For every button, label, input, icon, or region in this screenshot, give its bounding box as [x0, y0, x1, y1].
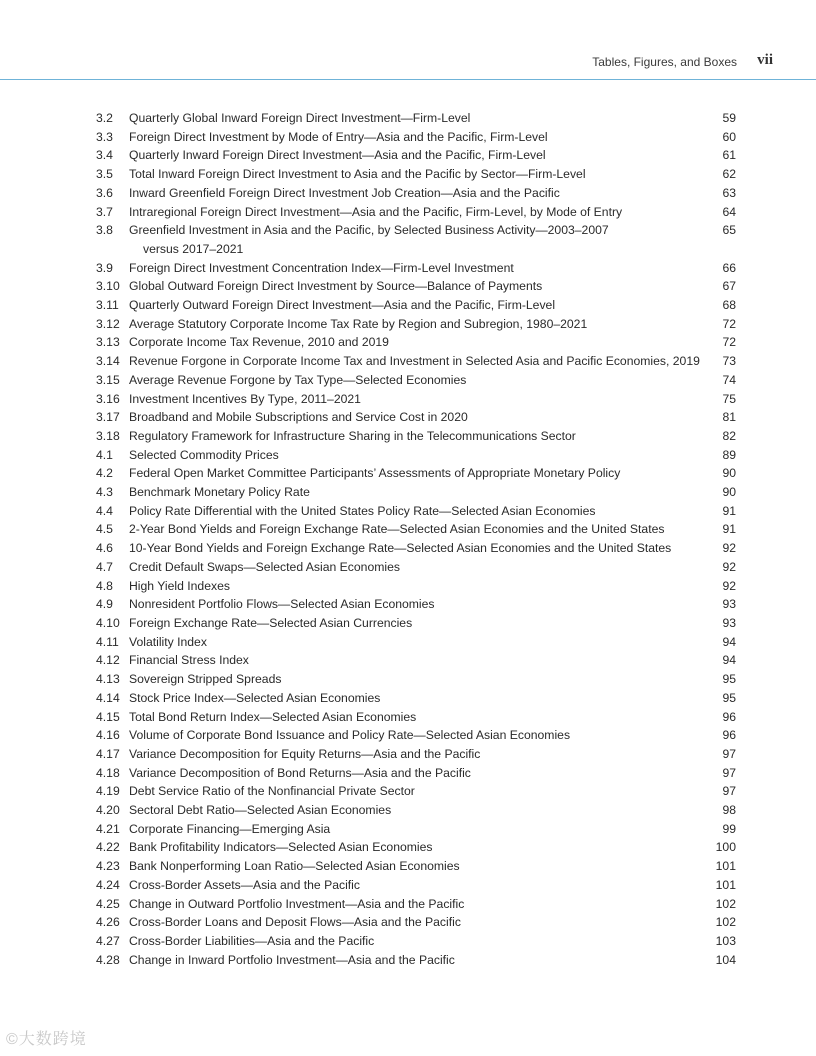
entry-number: 4.25: [96, 896, 120, 911]
entry-number: 3.4: [96, 148, 113, 163]
toc-entry[interactable]: [96, 408, 736, 427]
toc-entry[interactable]: [96, 595, 736, 614]
section-title: Tables, Figures, and Boxes: [592, 55, 737, 69]
entry-title: Volume of Corporate Bond Issuance and Policy Rate—Selected Asian Economies: [129, 728, 571, 743]
entry-title: High Yield Indexes: [129, 578, 230, 593]
entry-title: Revenue Forgone in Corporate Income Tax and Investment in Selected Asia and Pacific Economies, 2019: [129, 354, 700, 369]
entry-title: Foreign Exchange Rate—Selected Asian Currencies: [129, 615, 413, 630]
toc-entry[interactable]: [96, 333, 736, 352]
toc-entry[interactable]: [96, 464, 736, 483]
entry-number: 4.13: [96, 672, 120, 687]
toc-entry[interactable]: [96, 670, 736, 689]
entry-number: 4.4: [96, 503, 113, 518]
toc-entry[interactable]: [96, 820, 736, 839]
entry-page: 90: [722, 485, 736, 500]
entry-number: 4.2: [96, 466, 113, 481]
entry-title: Nonresident Portfolio Flows—Selected Asian Economies: [129, 597, 435, 612]
entry-title: Regulatory Framework for Infrastructure Sharing in the Telecommunications Sector: [129, 428, 576, 443]
entry-number: 4.15: [96, 709, 120, 724]
toc-entry[interactable]: [96, 296, 736, 315]
entry-page: 97: [722, 746, 736, 761]
entry-page: 92: [722, 559, 736, 574]
entry-page: 65: [722, 223, 736, 238]
entry-number: 4.16: [96, 728, 120, 743]
entry-title: Corporate Income Tax Revenue, 2010 and 2019: [129, 335, 389, 350]
entry-number: 3.13: [96, 335, 120, 350]
toc-entry[interactable]: [96, 371, 736, 390]
entry-number: 4.12: [96, 653, 120, 668]
toc-entry[interactable]: [96, 895, 736, 914]
entry-page: 82: [722, 428, 736, 443]
toc-entry[interactable]: [96, 764, 736, 783]
entry-number: 4.22: [96, 840, 120, 855]
entry-title: Global Outward Foreign Direct Investment by Source—Balance of Payments: [129, 279, 543, 294]
entry-title: Sovereign Stripped Spreads: [129, 672, 282, 687]
entry-number: 4.14: [96, 690, 120, 705]
toc-entry[interactable]: [96, 203, 736, 222]
entry-page: 96: [722, 709, 736, 724]
entry-title: 2-Year Bond Yields and Foreign Exchange Rate—Selected Asian Economies and the United States: [129, 522, 665, 537]
entry-page: 68: [722, 298, 736, 313]
toc-entry[interactable]: [96, 558, 736, 577]
entry-title: Change in Inward Portfolio Investment—Asia and the Pacific: [129, 952, 455, 967]
entry-number: 4.7: [96, 559, 113, 574]
entry-page: 81: [722, 410, 736, 425]
entry-title: Selected Commodity Prices: [129, 447, 279, 462]
entry-title: Quarterly Inward Foreign Direct Investment—Asia and the Pacific, Firm-Level: [129, 148, 546, 163]
entry-number: 3.6: [96, 185, 113, 200]
entry-number: 4.26: [96, 915, 120, 930]
entry-page: 96: [722, 728, 736, 743]
entry-number: 3.3: [96, 129, 113, 144]
toc-entry[interactable]: [96, 483, 736, 502]
entry-page: 101: [715, 877, 736, 892]
entry-number: 4.8: [96, 578, 113, 593]
entry-page: 94: [722, 634, 736, 649]
entry-number: 4.6: [96, 541, 113, 556]
entry-number: 3.7: [96, 204, 113, 219]
entry-title: Cross-Border Assets—Asia and the Pacific: [129, 877, 360, 892]
entry-page: 62: [722, 167, 736, 182]
entry-title: Inward Greenfield Foreign Direct Investment Job Creation—Asia and the Pacific: [129, 185, 560, 200]
entry-number: 3.11: [96, 298, 119, 313]
toc-entry[interactable]: [96, 390, 736, 409]
entry-title: Intraregional Foreign Direct Investment—Asia and the Pacific, Firm-Level, by Mode of Entry: [129, 204, 623, 219]
toc-list: [96, 109, 736, 969]
toc-entry[interactable]: [96, 427, 736, 446]
entry-page: 64: [722, 204, 736, 219]
entry-title: Corporate Financing—Emerging Asia: [129, 821, 331, 836]
page-number: vii: [757, 52, 773, 68]
entry-title: Average Revenue Forgone by Tax Type—Selected Economies: [129, 372, 467, 387]
entry-page: 100: [715, 840, 736, 855]
toc-entry[interactable]: [96, 520, 736, 539]
entry-title: Federal Open Market Committee Participants’ Assessments of Appropriate Monetary Policy: [129, 466, 621, 481]
toc-entry[interactable]: [96, 838, 736, 857]
entry-title: Average Statutory Corporate Income Tax Rate by Region and Subregion, 1980–2021: [129, 316, 588, 331]
toc-entry[interactable]: [96, 446, 736, 465]
entry-page: 72: [722, 335, 736, 350]
entry-title: Variance Decomposition for Equity Returns—Asia and the Pacific: [129, 746, 481, 761]
entry-page: 95: [722, 672, 736, 687]
entry-number: 4.18: [96, 765, 120, 780]
entry-number: 4.11: [96, 634, 119, 649]
toc-entry[interactable]: [96, 277, 736, 296]
entry-title-continuation: versus 2017–2021: [143, 241, 244, 256]
entry-number: 4.28: [96, 952, 120, 967]
entry-page: 91: [722, 503, 736, 518]
entry-page: 101: [715, 859, 736, 874]
toc-entry[interactable]: [96, 128, 736, 147]
entry-page: 102: [715, 896, 736, 911]
entry-page: 95: [722, 690, 736, 705]
entry-number: 3.10: [96, 279, 120, 294]
toc-entry[interactable]: [96, 708, 736, 727]
watermark: ©大数跨境: [6, 1031, 87, 1048]
toc-entry[interactable]: [96, 951, 736, 970]
toc-entry[interactable]: [96, 651, 736, 670]
toc-entry[interactable]: [96, 184, 736, 203]
entry-page: 97: [722, 784, 736, 799]
toc-entry[interactable]: [96, 876, 736, 895]
entry-title: Foreign Direct Investment by Mode of Entry—Asia and the Pacific, Firm-Level: [129, 129, 548, 144]
entry-title: Credit Default Swaps—Selected Asian Economies: [129, 559, 400, 574]
entry-title: Broadband and Mobile Subscriptions and Service Cost in 2020: [129, 410, 468, 425]
entry-title: Total Inward Foreign Direct Investment to Asia and the Pacific by Sector—Firm-Level: [129, 167, 586, 182]
toc-entry[interactable]: [96, 146, 736, 165]
entry-number: 3.2: [96, 111, 113, 125]
entry-page: 99: [722, 821, 736, 836]
entry-number: 4.9: [96, 597, 113, 612]
entry-title: Policy Rate Differential with the United States Policy Rate—Selected Asian Economies: [129, 503, 596, 518]
entry-page: 72: [722, 316, 736, 331]
entry-page: 61: [722, 148, 736, 163]
entry-title: Investment Incentives By Type, 2011–2021: [129, 391, 361, 406]
entry-number: 3.15: [96, 372, 120, 387]
entry-number: 4.23: [96, 859, 120, 874]
entry-title: Foreign Direct Investment Concentration Index—Firm-Level Investment: [129, 260, 514, 275]
entry-page: 91: [722, 522, 736, 537]
entry-title: Quarterly Outward Foreign Direct Investment—Asia and the Pacific, Firm-Level: [129, 298, 556, 313]
entry-number: 4.27: [96, 933, 120, 948]
entry-number: 4.21: [96, 821, 120, 836]
entry-title: 10-Year Bond Yields and Foreign Exchange Rate—Selected Asian Economies and the United States: [129, 541, 672, 556]
entry-page: 103: [715, 933, 736, 948]
toc-entry[interactable]: [96, 165, 736, 184]
toc-entry[interactable]: [96, 109, 736, 128]
entry-page: 90: [722, 466, 736, 481]
toc-entry[interactable]: [96, 857, 736, 876]
toc-entry[interactable]: [96, 352, 736, 371]
toc-entry[interactable]: [96, 221, 736, 258]
toc-entry[interactable]: [96, 726, 736, 745]
entry-number: 3.12: [96, 316, 120, 331]
entry-page: 92: [722, 578, 736, 593]
entry-title: Quarterly Global Inward Foreign Direct Investment—Firm-Level: [129, 111, 471, 125]
entry-title: Change in Outward Portfolio Investment—Asia and the Pacific: [129, 896, 465, 911]
entry-page: 66: [722, 260, 736, 275]
entry-page: 75: [722, 391, 736, 406]
entry-title: Debt Service Ratio of the Nonfinancial Private Sector: [129, 784, 415, 799]
entry-title: Greenfield Investment in Asia and the Pacific, by Selected Business Activity—2003–2007: [129, 223, 609, 238]
entry-title: Total Bond Return Index—Selected Asian Economies: [129, 709, 417, 724]
toc-entry[interactable]: [96, 614, 736, 633]
entry-number: 4.17: [96, 746, 120, 761]
toc-entry[interactable]: [96, 315, 736, 334]
toc-entry[interactable]: [96, 689, 736, 708]
entry-title: Volatility Index: [129, 634, 207, 649]
toc-entry[interactable]: [96, 577, 736, 596]
entry-number: 4.10: [96, 615, 120, 630]
entry-number: 4.3: [96, 485, 113, 500]
toc-entry[interactable]: [96, 932, 736, 951]
entry-number: 3.5: [96, 167, 113, 182]
entry-page: 63: [722, 185, 736, 200]
toc-entry[interactable]: [96, 782, 736, 801]
toc-entry[interactable]: [96, 502, 736, 521]
entry-title: Cross-Border Liabilities—Asia and the Pacific: [129, 933, 375, 948]
entry-page: 74: [722, 372, 736, 387]
entry-page: 73: [722, 354, 736, 369]
entry-title: Variance Decomposition of Bond Returns—Asia and the Pacific: [129, 765, 471, 780]
entry-page: 89: [722, 447, 736, 462]
page-header: [0, 52, 816, 80]
entry-number: 3.17: [96, 410, 120, 425]
entry-page: 92: [722, 541, 736, 556]
toc-entry[interactable]: [96, 801, 736, 820]
entry-page: 98: [722, 803, 736, 818]
entry-title: Stock Price Index—Selected Asian Economies: [129, 690, 381, 705]
entry-page: 60: [722, 129, 736, 144]
entry-number: 4.1: [96, 447, 113, 462]
toc-entry[interactable]: [96, 913, 736, 932]
toc-entry[interactable]: [96, 259, 736, 278]
entry-number: 3.8: [96, 223, 113, 238]
entry-page: 59: [722, 111, 736, 125]
header-divider: [0, 79, 816, 80]
entry-page: 93: [722, 597, 736, 612]
entry-page: 104: [715, 952, 736, 967]
entry-title: Financial Stress Index: [129, 653, 249, 668]
entry-title: Benchmark Monetary Policy Rate: [129, 485, 310, 500]
entry-number: 3.9: [96, 260, 113, 275]
entry-title: Sectoral Debt Ratio—Selected Asian Economies: [129, 803, 392, 818]
entry-page: 97: [722, 765, 736, 780]
entry-title: Bank Profitability Indicators—Selected Asian Economies: [129, 840, 433, 855]
entry-page: 67: [722, 279, 736, 294]
entry-number: 3.16: [96, 391, 120, 406]
entry-number: 4.5: [96, 522, 113, 537]
entry-number: 4.20: [96, 803, 120, 818]
entry-number: 4.24: [96, 877, 120, 892]
entry-page: 102: [715, 915, 736, 930]
toc-entry[interactable]: [96, 539, 736, 558]
entry-title: Bank Nonperforming Loan Ratio—Selected Asian Economies: [129, 859, 460, 874]
toc-entry[interactable]: [96, 745, 736, 764]
entry-page: 93: [722, 615, 736, 630]
entry-title: Cross-Border Loans and Deposit Flows—Asia and the Pacific: [129, 915, 461, 930]
entry-number: 3.18: [96, 428, 120, 443]
entry-number: 4.19: [96, 784, 120, 799]
entry-page: 94: [722, 653, 736, 668]
entry-number: 3.14: [96, 354, 120, 369]
toc-entry[interactable]: [96, 633, 736, 652]
